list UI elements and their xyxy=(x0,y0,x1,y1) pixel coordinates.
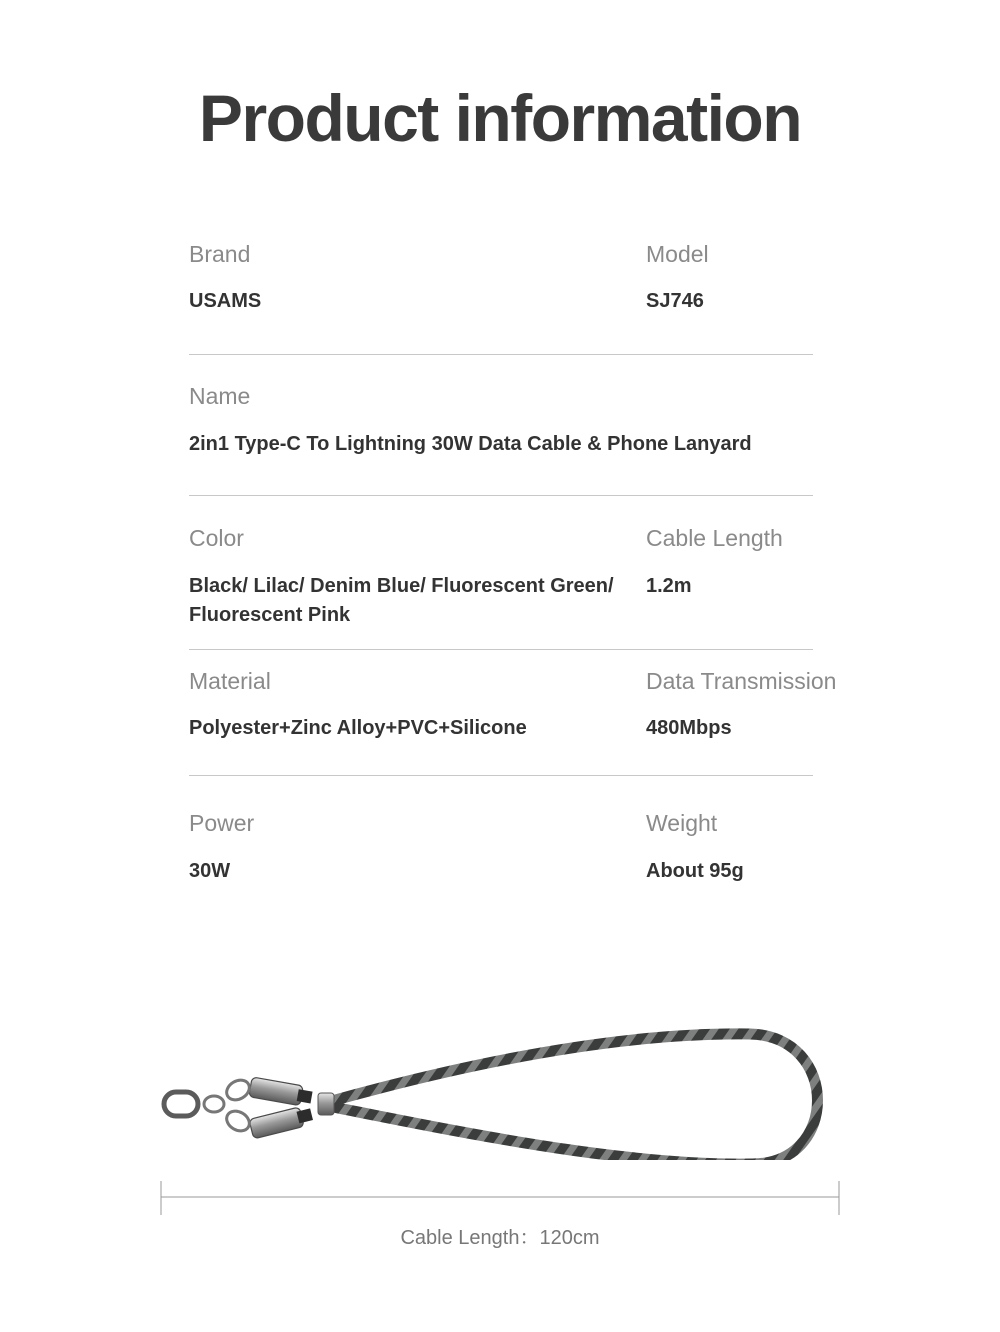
cable-splitter xyxy=(318,1093,334,1115)
dimension-line xyxy=(0,1175,1000,1220)
lightning-connector xyxy=(249,1077,314,1107)
page-title: Product information xyxy=(198,81,802,155)
cable-length-value: 1.2m xyxy=(646,575,692,597)
name-label: Name xyxy=(189,383,251,409)
cable-loop xyxy=(328,1034,818,1160)
color-value-line1: Black/ Lilac/ Denim Blue/ Fluorescent Green/ xyxy=(189,575,614,597)
chain-link xyxy=(223,1107,253,1135)
power-value: 30W xyxy=(189,860,231,882)
type-c-connector xyxy=(249,1104,314,1138)
brand-label: Brand xyxy=(189,241,251,267)
model-value: SJ746 xyxy=(646,290,704,312)
divider xyxy=(189,354,813,355)
lanyard-cable-image xyxy=(150,1020,840,1160)
divider xyxy=(189,775,813,776)
weight-value: About 95g xyxy=(646,860,744,882)
color-value-line2: Fluorescent Pink xyxy=(189,604,351,626)
power-label: Power xyxy=(189,810,255,836)
end-ring xyxy=(164,1092,198,1116)
chain-link xyxy=(204,1096,224,1112)
model-label: Model xyxy=(646,241,709,267)
cable-length-label: Cable Length xyxy=(646,525,783,551)
color-label: Color xyxy=(189,525,244,551)
chain-link xyxy=(223,1076,253,1104)
divider xyxy=(189,649,813,650)
data-transmission-value: 480Mbps xyxy=(646,717,732,739)
material-value: Polyester+Zinc Alloy+PVC+Silicone xyxy=(189,717,527,739)
weight-label: Weight xyxy=(646,810,718,836)
data-transmission-label: Data Transmission xyxy=(646,668,837,694)
divider xyxy=(189,495,813,496)
name-value: 2in1 Type-C To Lightning 30W Data Cable & Phone Lanyard xyxy=(189,433,752,455)
material-label: Material xyxy=(189,668,271,694)
brand-value: USAMS xyxy=(189,290,262,312)
dimension-label: Cable Length：120cm xyxy=(400,1227,600,1249)
